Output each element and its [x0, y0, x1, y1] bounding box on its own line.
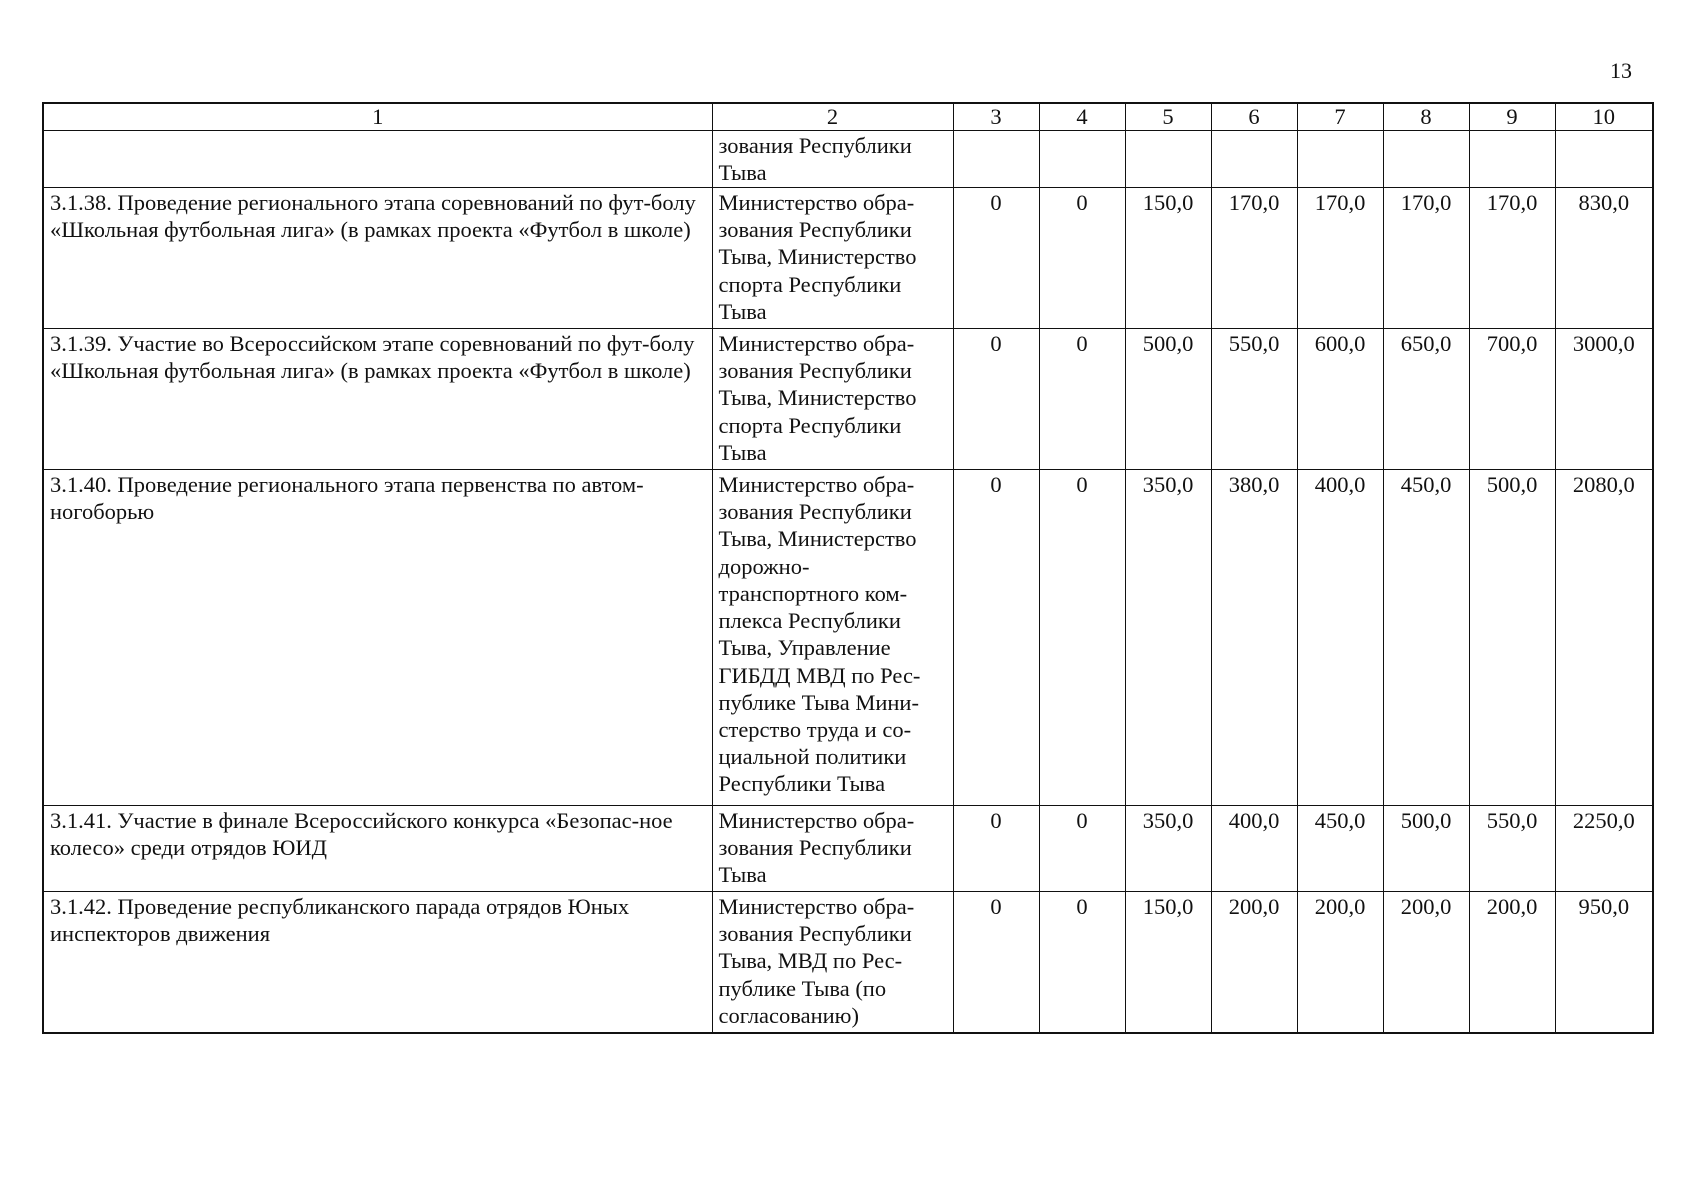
- program-table: [42, 102, 1654, 1034]
- value-cell: 350,0: [1125, 470, 1211, 806]
- activity-cell: 3.1.38. Проведение регионального этапа соревнований по фут-болу «Школьная футбольная лига» (в рамках проекта «Футбол в школе): [43, 188, 712, 329]
- value-cell: 170,0: [1297, 188, 1383, 329]
- value-cell: 0: [953, 188, 1039, 329]
- activity-cell: 3.1.39. Участие во Всероссийском этапе соревнований по фут-болу «Школьная футбольная лига» (в рамках проекта «Футбол в школе): [43, 329, 712, 470]
- column-header: 7: [1297, 103, 1383, 131]
- value-cell: 2250,0: [1555, 806, 1653, 892]
- value-cell: 0: [953, 806, 1039, 892]
- page-number: 13: [1610, 58, 1632, 83]
- value-cell: [953, 131, 1039, 188]
- value-cell: [1039, 131, 1125, 188]
- value-cell: 170,0: [1469, 188, 1555, 329]
- value-cell: 200,0: [1383, 892, 1469, 1033]
- value-cell: 200,0: [1469, 892, 1555, 1033]
- table-row: [43, 188, 1653, 329]
- value-cell: 500,0: [1469, 470, 1555, 806]
- value-cell: 0: [953, 470, 1039, 806]
- value-cell: [1125, 131, 1211, 188]
- value-cell: 350,0: [1125, 806, 1211, 892]
- table-row: [43, 892, 1653, 1033]
- column-header: 9: [1469, 103, 1555, 131]
- table-row: [43, 131, 1653, 188]
- column-header: 2: [712, 103, 953, 131]
- value-cell: 150,0: [1125, 188, 1211, 329]
- responsible-cell: Министерство обра-зования Республики Тыва: [712, 806, 953, 892]
- value-cell: 400,0: [1211, 806, 1297, 892]
- activity-cell: 3.1.42. Проведение республиканского парада отрядов Юных инспекторов движения: [43, 892, 712, 1033]
- value-cell: 830,0: [1555, 188, 1653, 329]
- value-cell: [1469, 131, 1555, 188]
- value-cell: [1555, 131, 1653, 188]
- column-header: 10: [1555, 103, 1653, 131]
- value-cell: 550,0: [1211, 329, 1297, 470]
- table-row: [43, 329, 1653, 470]
- activity-cell: 3.1.41. Участие в финале Всероссийского конкурса «Безопас-ное колесо» среди отрядов ЮИД: [43, 806, 712, 892]
- activity-cell: [43, 131, 712, 188]
- value-cell: [1383, 131, 1469, 188]
- value-cell: 200,0: [1211, 892, 1297, 1033]
- value-cell: 500,0: [1383, 806, 1469, 892]
- value-cell: 0: [1039, 188, 1125, 329]
- value-cell: 200,0: [1297, 892, 1383, 1033]
- column-header: 6: [1211, 103, 1297, 131]
- value-cell: 450,0: [1297, 806, 1383, 892]
- value-cell: 2080,0: [1555, 470, 1653, 806]
- responsible-cell: Министерство обра-зования Республики Тыва, Министерство спорта Республики Тыва: [712, 188, 953, 329]
- value-cell: 0: [1039, 470, 1125, 806]
- value-cell: 700,0: [1469, 329, 1555, 470]
- responsible-cell: зования Республики Тыва: [712, 131, 953, 188]
- value-cell: 400,0: [1297, 470, 1383, 806]
- responsible-cell: Министерство обра-зования Республики Тыва, Министерство дорожно-транспортного ком-плекса Республики Тыва, Управление ГИБДД МВД по Рес-публике Тыва Мини-стерство труда и со-циальной политики Республики Тыва: [712, 470, 953, 806]
- column-header: 4: [1039, 103, 1125, 131]
- value-cell: 380,0: [1211, 470, 1297, 806]
- value-cell: 0: [953, 329, 1039, 470]
- value-cell: 550,0: [1469, 806, 1555, 892]
- column-header: 8: [1383, 103, 1469, 131]
- value-cell: [1211, 131, 1297, 188]
- value-cell: 0: [1039, 806, 1125, 892]
- value-cell: 950,0: [1555, 892, 1653, 1033]
- value-cell: 150,0: [1125, 892, 1211, 1033]
- value-cell: 650,0: [1383, 329, 1469, 470]
- value-cell: 170,0: [1383, 188, 1469, 329]
- value-cell: [1297, 131, 1383, 188]
- column-header: 1: [43, 103, 712, 131]
- value-cell: 3000,0: [1555, 329, 1653, 470]
- value-cell: 0: [1039, 892, 1125, 1033]
- header-row: [43, 103, 1653, 131]
- value-cell: 170,0: [1211, 188, 1297, 329]
- value-cell: 600,0: [1297, 329, 1383, 470]
- value-cell: 0: [1039, 329, 1125, 470]
- value-cell: 450,0: [1383, 470, 1469, 806]
- column-header: 3: [953, 103, 1039, 131]
- responsible-cell: Министерство обра-зования Республики Тыва, МВД по Рес-публике Тыва (по согласованию): [712, 892, 953, 1033]
- table-row: [43, 470, 1653, 806]
- column-header: 5: [1125, 103, 1211, 131]
- table-row: [43, 806, 1653, 892]
- responsible-cell: Министерство обра-зования Республики Тыва, Министерство спорта Республики Тыва: [712, 329, 953, 470]
- value-cell: 0: [953, 892, 1039, 1033]
- value-cell: 500,0: [1125, 329, 1211, 470]
- activity-cell: 3.1.40. Проведение регионального этапа первенства по автом-ногоборью: [43, 470, 712, 806]
